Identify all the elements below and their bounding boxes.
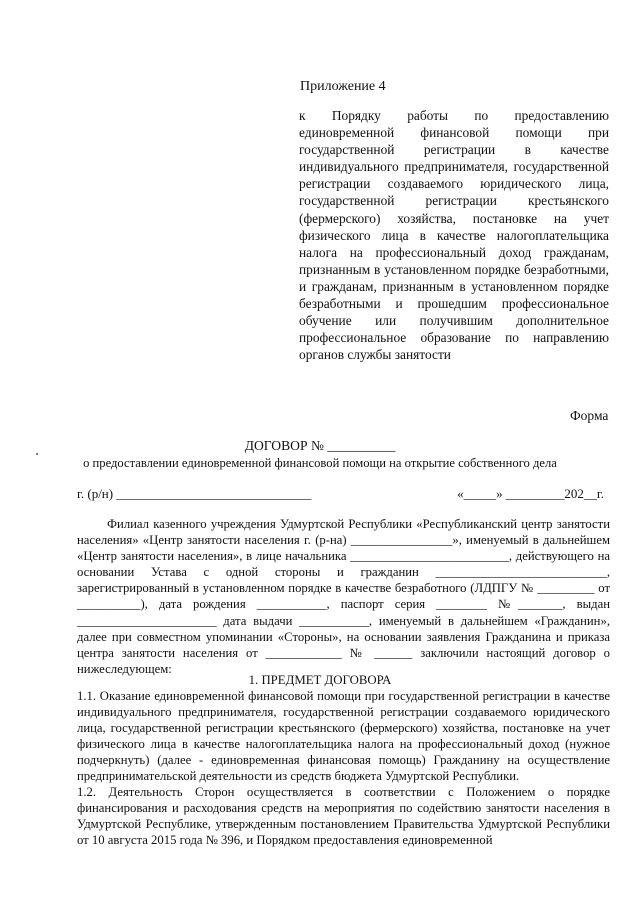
appendix-title: Приложение 4 xyxy=(300,79,386,94)
contract-subtitle: о предоставлении единовременной финансовой помощи на открытие собственного дела xyxy=(83,456,557,470)
date-field: «_____» _________202__г. xyxy=(457,486,604,501)
section-1-clauses xyxy=(77,689,610,850)
clause-1-2: 1.2. Деятельность Сторон осуществляется в соответствии с Положением о порядке финансирования и расходования средств на мероприятия по содействию занятости населения в Удмуртской Республике, утвержденным постановлением Правительства Удмуртской Республики от 10 августа 2015 года № 396, и Порядком предоставления единовременной xyxy=(77,785,610,848)
appendix-reference-text: к Порядку работы по предоставлению единовременной финансовой помощи при государственной регистрации в качестве индивидуального предпринимателя, государственной регистрации создаваемого юридического лица, государственной регистрации крестьянского (фермерского) хозяйства, постановке на учет физического лица в качестве налогоплательщика налога на профессиональный доход гражданам, признанным в установленном порядке безработными, и гражданам, признанным в установленном порядке безработными и прошедшим профессиональное обучение или получившим дополнительное профессиональное образование по направлению органов службы занятости xyxy=(299,108,609,363)
clause-1-1: 1.1. Оказание единовременной финансовой помощи при государственной регистрации в качестве индивидуального предпринимателя, государственной регистрации создаваемого юридического лица, государственной регистрации крестьянского (фермерского) хозяйства, постановке на учет физического лица в качестве налогоплательщика налога на профессиональный доход (нужное подчеркнуть) (далее - единовременная финансовая помощь) Гражданину на осуществление предпринимательской деятельности из средств бюджета Удмуртской Республики. xyxy=(77,689,610,783)
section-1-title: 1. ПРЕДМЕТ ДОГОВОРА xyxy=(248,673,392,687)
place-field: г. (р/н) ______________________________ xyxy=(77,486,312,501)
contract-title: ДОГОВОР № __________ xyxy=(244,438,396,453)
form-label: Форма xyxy=(570,408,609,423)
preamble-block xyxy=(77,516,610,677)
preamble-paragraph: Филиал казенного учреждения Удмуртской Республики «Республиканский центр занятости населения» «Центр занятости населения г. (р-на) ________________», именуемый в дальнейшем «Центр занятости населения», в лице начальника _________________________, действующего на основании Устава с одной стороны и гражданин ___________________________, зарегистрированный в установленном порядке в качестве безработного (ЛДПГУ № _________ от __________), дата рождения ___________, паспорт серия ________ №_______, выдан ______________________ дата выдачи ___________, именуемый в дальнейшем «Гражданин», далее при совместном упоминании «Стороны», на основании заявления Гражданина и приказа центра занятости населения от ____________ № ______ заключили настоящий договор о нижеследующем: xyxy=(77,517,610,676)
